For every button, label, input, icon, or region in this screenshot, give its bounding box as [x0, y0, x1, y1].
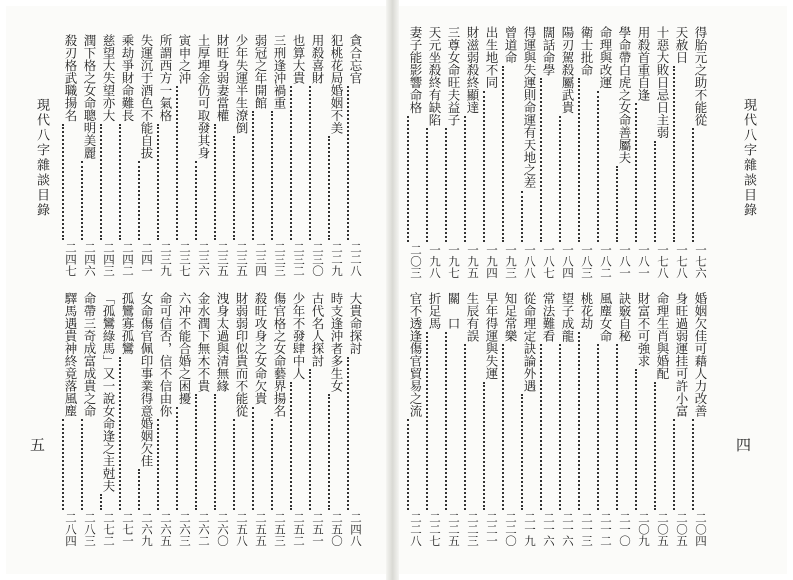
toc-entry	[502, 26, 519, 278]
toc-entry	[464, 292, 481, 546]
toc-entry	[578, 26, 595, 278]
toc-entry-title: 折足馬	[427, 292, 442, 330]
toc-leader-dots	[157, 419, 174, 510]
toc-entry-page: 二〇四	[694, 511, 708, 546]
toc-entry-page: 一八一	[618, 243, 632, 278]
toc-entry-title: 生辰有誤	[465, 292, 480, 342]
toc-entry-page: 一八七	[542, 243, 556, 278]
toc-entry	[328, 292, 345, 546]
toc-entry-page: 二三五	[216, 241, 230, 276]
toc-entry-title: 洩身太過與清無緣	[215, 292, 230, 392]
toc-entry-page: 二一九	[523, 511, 537, 546]
toc-entry	[597, 26, 614, 278]
toc-leader-dots	[483, 91, 500, 242]
toc-entry-page: 二四二	[121, 241, 135, 276]
toc-entry	[157, 292, 174, 546]
toc-leader-dots	[578, 78, 595, 242]
toc-entry	[483, 26, 500, 278]
toc-entry-page: 二三九	[159, 241, 173, 276]
toc-leader-dots	[635, 369, 652, 510]
toc-entry	[81, 292, 98, 546]
toc-entry-title: 命帶三奇成富成貴之命	[82, 292, 97, 417]
toc-leader-dots	[654, 382, 671, 510]
toc-entry-title: 十惡大敗日忌日主弱	[655, 26, 670, 139]
toc-entry-title: 也算大貴	[291, 34, 306, 84]
toc-entry	[290, 292, 307, 546]
toc-entry-title: 桃花劫	[579, 292, 594, 330]
toc-entry-title: 命可信否，信不信由你	[158, 292, 173, 417]
toc-leader-dots	[521, 394, 538, 510]
toc-leader-dots	[290, 86, 307, 240]
toc-entry-page: 二三七	[178, 241, 192, 276]
toc-entry-title: 天元坐殺終有缺陷	[427, 26, 442, 126]
toc-leader-dots	[616, 344, 633, 510]
left-bottom-toc	[63, 292, 364, 546]
toc-entry	[692, 26, 709, 278]
toc-entry	[252, 292, 269, 546]
toc-entry-title: 失運沉于酒色不能自拔	[139, 34, 154, 159]
toc-entry-title: 驛馬遇貴神終竟落風塵	[63, 292, 78, 417]
toc-entry-title: 潤下格之女命聰明美麗	[82, 34, 97, 159]
toc-leader-dots	[540, 344, 557, 510]
toc-entry	[426, 26, 443, 278]
toc-entry-page: 二七二	[102, 511, 116, 546]
toc-entry-page: 二三四	[254, 241, 268, 276]
toc-entry-page: 二六二	[197, 511, 211, 546]
toc-leader-dots	[540, 78, 557, 242]
toc-leader-dots	[597, 91, 614, 242]
toc-entry-title: 女命傷官佩印事業得意婚姻欠佳	[139, 292, 154, 467]
toc-entry	[540, 26, 557, 278]
toc-entry-title: 孤鸞寡孤鸞	[120, 292, 135, 355]
right-page-number: 四	[736, 436, 752, 454]
toc-entry	[616, 292, 633, 546]
toc-entry-page: 一七八	[675, 243, 689, 278]
toc-entry-title: 得胎元之助不能從	[693, 26, 708, 126]
toc-entry-title: 早年得運與失運	[484, 292, 499, 380]
toc-entry	[252, 34, 269, 276]
toc-entry-title: 財富不可強求	[636, 292, 651, 367]
toc-entry-title: 妻子能影響命格	[408, 26, 423, 114]
toc-entry-title: 得運與失運則命運有天地之差	[522, 26, 537, 189]
toc-entry-title: 風塵女命	[598, 292, 613, 342]
toc-entry	[445, 292, 462, 546]
toc-entry	[195, 34, 212, 276]
toc-entry-page: 二六九	[140, 511, 154, 546]
toc-entry-page: 一八二	[599, 243, 613, 278]
toc-entry	[635, 292, 652, 546]
toc-leader-dots	[445, 332, 462, 510]
toc-leader-dots	[81, 161, 98, 240]
toc-entry-page: 二三五	[235, 241, 249, 276]
toc-leader-dots	[176, 86, 193, 240]
right-page	[399, 6, 787, 574]
toc-entry-title: 官不透逢傷官貿易之流	[408, 292, 423, 417]
toc-leader-dots	[673, 66, 690, 242]
toc-entry-page: 二五二	[292, 511, 306, 546]
toc-entry-page: 二六五	[159, 511, 173, 546]
toc-entry-page: 二八四	[64, 511, 78, 546]
toc-leader-dots	[407, 116, 424, 242]
toc-entry-page: 二一三	[580, 511, 594, 546]
toc-entry-title: 婚姻欠佳可藉人力改善	[693, 292, 708, 417]
toc-leader-dots	[616, 166, 633, 242]
toc-entry-title: 命理與改運	[598, 26, 613, 89]
toc-entry	[62, 34, 79, 276]
toc-entry-page: 二〇九	[637, 511, 651, 546]
toc-leader-dots	[252, 407, 269, 510]
right-page-header: 現代八字雜談目錄	[741, 98, 756, 218]
toc-leader-dots	[445, 128, 462, 242]
toc-entry-title: 貪合忘官	[348, 34, 363, 84]
toc-entry	[119, 34, 136, 276]
toc-leader-dots	[483, 382, 500, 510]
toc-entry	[597, 292, 614, 546]
toc-entry-title: 三刑逢沖禍重	[272, 34, 287, 109]
toc-leader-dots	[309, 369, 326, 510]
toc-entry-page: 二四一	[140, 241, 154, 276]
toc-entry	[521, 292, 538, 546]
toc-entry-title: 少年不發肆中人	[291, 292, 306, 380]
toc-leader-dots	[290, 382, 307, 510]
toc-entry	[347, 292, 364, 546]
toc-entry-title: 慈望大失望亦大	[101, 34, 116, 122]
toc-leader-dots	[271, 111, 288, 240]
toc-entry-title: 乘劫爭財命難長	[120, 34, 135, 122]
toc-leader-dots	[176, 407, 193, 510]
toc-entry	[578, 292, 595, 546]
toc-entry-title: 古代名人探討	[310, 292, 325, 367]
toc-leader-dots	[233, 136, 250, 240]
toc-leader-dots	[502, 66, 519, 242]
toc-leader-dots	[347, 357, 364, 510]
toc-entry	[483, 292, 500, 546]
toc-entry-title: 曾道命	[503, 26, 518, 64]
toc-entry-title: 望子成龍	[560, 292, 575, 342]
right-bottom-toc	[408, 292, 709, 546]
toc-entry	[540, 292, 557, 546]
toc-leader-dots	[157, 124, 174, 240]
toc-entry-page: 一七六	[694, 243, 708, 278]
toc-entry	[176, 34, 193, 276]
toc-leader-dots	[521, 191, 538, 242]
toc-entry-page: 二二三	[466, 511, 480, 546]
toc-entry-page: 二五八	[235, 511, 249, 546]
toc-leader-dots	[464, 344, 481, 510]
toc-entry-title: 學命帶白虎之女命善屬夫	[617, 26, 632, 164]
toc-entry	[673, 26, 690, 278]
toc-leader-dots	[559, 344, 576, 510]
toc-entry-page: 二〇五	[656, 511, 670, 546]
toc-entry-title: 殺刃格武職揚名	[63, 34, 78, 122]
toc-entry-title: 財弱弱印似貴而不能從	[234, 292, 249, 417]
toc-entry-title: 命理生肖與婚配	[655, 292, 670, 380]
toc-entry-title: 弱冠之年開館	[253, 34, 268, 109]
toc-entry	[559, 292, 576, 546]
toc-leader-dots	[597, 344, 614, 510]
toc-entry	[157, 34, 174, 276]
toc-entry-title: 財滋弱殺終顯達	[465, 26, 480, 114]
toc-entry-page: 二二〇	[504, 511, 518, 546]
toc-entry-page: 一九四	[485, 243, 499, 278]
toc-entry-page: 二一六	[561, 511, 575, 546]
toc-entry-page: 一九五	[466, 243, 480, 278]
toc-entry	[138, 34, 155, 276]
toc-entry	[290, 34, 307, 276]
toc-entry-page: 二四三	[102, 241, 116, 276]
toc-entry	[233, 34, 250, 276]
toc-entry	[62, 292, 79, 546]
toc-entry-page: 二四七	[64, 241, 78, 276]
toc-entry	[309, 292, 326, 546]
toc-entry	[271, 34, 288, 276]
toc-entry-page: 二二九	[330, 241, 344, 276]
toc-leader-dots	[195, 394, 212, 510]
toc-entry	[328, 34, 345, 276]
toc-entry-title: 陽刃駕殺屬武貴	[560, 26, 575, 114]
toc-entry-page: 一九七	[447, 243, 461, 278]
toc-leader-dots	[426, 332, 443, 510]
toc-leader-dots	[673, 419, 690, 510]
toc-leader-dots	[328, 136, 345, 240]
toc-leader-dots	[195, 161, 212, 240]
toc-entry	[654, 26, 671, 278]
toc-leader-dots	[214, 394, 231, 510]
toc-leader-dots	[347, 86, 364, 240]
toc-entry-page: 二三二	[292, 241, 306, 276]
toc-entry-title: 財旺身弱妻當權	[215, 34, 230, 122]
toc-entry	[426, 292, 443, 546]
toc-entry-title: 關 口	[446, 292, 461, 330]
toc-entry	[214, 292, 231, 546]
toc-entry-page: 二〇三	[409, 243, 423, 278]
toc-leader-dots	[328, 394, 345, 510]
toc-entry-title: 土厚埋金仍可取發其身	[196, 34, 211, 159]
toc-leader-dots	[578, 332, 595, 510]
toc-entry-page: 二四八	[349, 511, 363, 546]
toc-entry-page: 二一六	[542, 511, 556, 546]
toc-entry-page: 二六三	[178, 511, 192, 546]
toc-leader-dots	[62, 419, 79, 510]
toc-leader-dots	[81, 419, 98, 510]
toc-entry	[271, 292, 288, 546]
toc-entry	[407, 26, 424, 278]
toc-entry-page: 一八三	[580, 243, 594, 278]
toc-entry	[100, 292, 117, 546]
toc-entry-page: 二三六	[197, 241, 211, 276]
toc-leader-dots	[138, 161, 155, 240]
toc-entry	[616, 26, 633, 278]
toc-entry	[502, 292, 519, 546]
toc-entry-page: 二二七	[428, 511, 442, 546]
left-top-toc	[63, 34, 364, 276]
toc-entry-page: 二三〇	[311, 241, 325, 276]
toc-leader-dots	[214, 124, 231, 240]
toc-entry-page: 一九八	[428, 243, 442, 278]
toc-entry-page: 二八三	[83, 511, 97, 546]
toc-entry	[407, 292, 424, 546]
toc-leader-dots	[559, 116, 576, 242]
toc-leader-dots	[233, 419, 250, 510]
toc-entry-page: 二四六	[83, 241, 97, 276]
toc-entry-title: 用殺首重自逢	[636, 26, 651, 101]
toc-leader-dots	[407, 419, 424, 510]
toc-entry	[464, 26, 481, 278]
toc-entry-page: 二五五	[254, 511, 268, 546]
toc-leader-dots	[309, 86, 326, 240]
toc-entry-page: 二一〇	[618, 511, 632, 546]
toc-entry	[692, 292, 709, 546]
toc-entry	[309, 34, 326, 276]
toc-entry-title: 從命理定訣論外遇	[522, 292, 537, 392]
toc-entry-title: 殺旺攻身之女命欠貴	[253, 292, 268, 405]
toc-entry-title: 用殺喜財	[310, 34, 325, 84]
toc-entry-title: 時支逢沖者多生女	[329, 292, 344, 392]
toc-leader-dots	[100, 494, 117, 510]
toc-entry-page: 二二五	[447, 511, 461, 546]
toc-leader-dots	[119, 357, 136, 510]
right-top-toc	[408, 26, 709, 278]
toc-entry	[100, 34, 117, 276]
toc-entry-title: 知足常樂	[503, 292, 518, 342]
toc-entry	[138, 292, 155, 546]
toc-leader-dots	[138, 469, 155, 510]
toc-entry-page: 二三三	[273, 241, 287, 276]
toc-entry-title: 所謂西方一氣格	[158, 34, 173, 122]
left-page-header: 現代八字雜談目錄	[34, 98, 49, 218]
toc-entry-page: 二二一	[485, 511, 499, 546]
toc-leader-dots	[692, 419, 709, 510]
toc-entry-page: 二二八	[349, 241, 363, 276]
toc-entry-page: 二〇五	[675, 511, 689, 546]
toc-entry-page: 一七八	[656, 243, 670, 278]
toc-leader-dots	[464, 116, 481, 242]
toc-entry-title: 衛士批命	[579, 26, 594, 76]
toc-entry	[635, 26, 652, 278]
toc-leader-dots	[100, 124, 117, 240]
toc-entry	[559, 26, 576, 278]
toc-entry-title: 大貴命探討	[348, 292, 363, 355]
toc-entry-title: 闊話命學	[541, 26, 556, 76]
toc-leader-dots	[271, 419, 288, 510]
toc-entry-page: 一八一	[637, 243, 651, 278]
toc-leader-dots	[502, 344, 519, 510]
toc-leader-dots	[62, 124, 79, 240]
toc-entry	[195, 292, 212, 546]
left-page-number: 五	[30, 436, 46, 454]
toc-leader-dots	[654, 141, 671, 242]
toc-entry-page: 二五〇	[330, 511, 344, 546]
toc-entry-page: 二七一	[121, 511, 135, 546]
toc-entry-page: 一八四	[561, 243, 575, 278]
toc-entry-page: 二一二	[599, 511, 613, 546]
toc-entry-title: 寅申之沖	[177, 34, 192, 84]
toc-entry-page: 二五三	[273, 511, 287, 546]
toc-entry-title: 出生地不同	[484, 26, 499, 89]
toc-entry-title: 三尊女命旺夫益子	[446, 26, 461, 126]
left-page	[6, 6, 386, 574]
toc-entry-title: 金水潤下無木不貴	[196, 292, 211, 392]
toc-leader-dots	[119, 124, 136, 240]
toc-entry	[347, 34, 364, 276]
toc-entry	[673, 292, 690, 546]
toc-entry	[233, 292, 250, 546]
toc-entry	[445, 26, 462, 278]
toc-entry-title: 少年失運半生潦倒	[234, 34, 249, 134]
toc-leader-dots	[635, 103, 652, 242]
toc-entry-title: 天赦日	[674, 26, 689, 64]
toc-entry-title: 常法難看	[541, 292, 556, 342]
toc-entry-title: 訣竅自秘	[617, 292, 632, 342]
toc-leader-dots	[692, 128, 709, 242]
toc-entry	[654, 292, 671, 546]
toc-entry-title: 犯桃花局婚姻不美	[329, 34, 344, 134]
toc-entry-page: 一八八	[523, 243, 537, 278]
toc-leader-dots	[252, 111, 269, 240]
toc-entry-title: 身旺過弱運挂可許小富	[674, 292, 689, 417]
toc-entry	[81, 34, 98, 276]
toc-entry-page: 二二八	[409, 511, 423, 546]
toc-entry	[521, 26, 538, 278]
book-gutter	[386, 0, 399, 580]
toc-entry-page: 二六〇	[216, 511, 230, 546]
toc-entry	[119, 292, 136, 546]
toc-entry-title: 「孤鸞綠馬」又一說女命逢之主尅夫	[101, 292, 116, 492]
toc-entry-page: 一九三	[504, 243, 518, 278]
toc-entry	[176, 292, 193, 546]
toc-entry-title: 六冲不能合婚之困擾	[177, 292, 192, 405]
toc-entry-page: 二五一	[311, 511, 325, 546]
toc-entry-title: 傷官格之女命藝界揚名	[272, 292, 287, 417]
toc-leader-dots	[426, 128, 443, 242]
toc-entry	[214, 34, 231, 276]
